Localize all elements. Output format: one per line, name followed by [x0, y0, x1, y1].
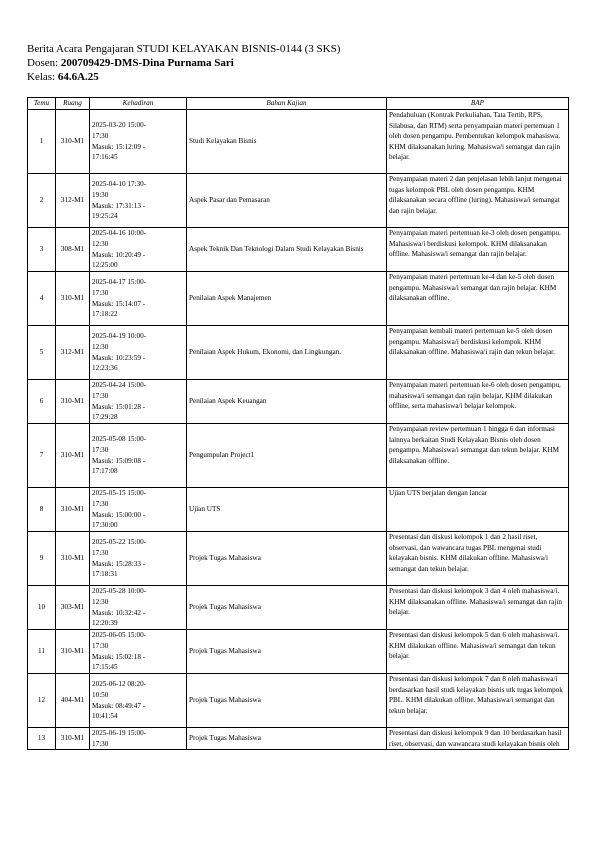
attendance-line: 17:30:00 [92, 521, 118, 530]
study-material: Penilaian Aspek Hukum, Ekonomi, dan Lingkungan. [187, 326, 387, 380]
attendance-line: 17:30 [92, 391, 109, 400]
lecturer-value: 200709429-DMS-Dina Purnama Sari [60, 57, 234, 69]
teaching-report: Presentasi dan diskusi kelompok 1 dan 2 hasil riset, observasi, dan wawancara tugas PBL mengenai studi kelayakan bisnis. KHM dilakukan offline. Mahasiswa/i semangat dan tekun belajar. [387, 532, 569, 586]
document-title [27, 42, 340, 56]
column-header-temu: Temu [28, 98, 56, 110]
teaching-report: Penyampaian materi pertemuan ke-4 dan ke-5 oleh dosen pengampu. Mahasiswa/i semangat dan rajin belajar. KHM dilaksanakan offline. [387, 272, 569, 326]
attendance-line: 2025-06-19 15:00- [92, 729, 147, 737]
attendance-cell [90, 424, 187, 488]
attendance-line: 17:16:45 [92, 153, 118, 162]
attendance-line: 2025-04-10 17:30- [92, 180, 147, 189]
class-value: 64.6A.25 [57, 71, 99, 83]
study-material: Studi Kelayakan Bisnis [187, 110, 387, 174]
class-label: Kelas: [27, 71, 58, 83]
attendance-line: Masuk: 15:01:28 - [92, 402, 146, 411]
table-row [28, 586, 569, 630]
room-code: 310-M1 [56, 110, 90, 174]
attendance-line: 10:50 [92, 690, 109, 699]
class-line [27, 70, 340, 84]
column-header-kehadiran: Kehadiran [90, 98, 187, 110]
attendance-line: 10:41:54 [92, 712, 118, 721]
attendance-cell [90, 380, 187, 424]
teaching-report: Penyampaian review pertemuan 1 hingga 6 dan informasi lainnya berkaitan Studi Kelayakan Bisnis oleh dosen pengampu. Mahasiswa/i semangat dan tekun belajar. KHM dilaksanakan offline. [387, 424, 569, 488]
study-material: Projek Tugas Mahasiswa [187, 586, 387, 630]
attendance-line: Masuk: 17:31:13 - [92, 201, 146, 210]
lecturer-line [27, 56, 340, 70]
attendance-cell [90, 326, 187, 380]
room-code: 310-M1 [56, 380, 90, 424]
attendance-line: 17:18:22 [92, 310, 118, 319]
table-row [28, 674, 569, 728]
meeting-number: 2 [28, 174, 56, 228]
attendance-line: 12:23:36 [92, 364, 118, 373]
attendance-cell [90, 674, 187, 728]
attendance-line: 2025-04-16 10:00- [92, 229, 147, 238]
meeting-number: 11 [28, 630, 56, 674]
meeting-number: 13 [28, 728, 56, 750]
attendance-line: 2025-03-20 15:00- [92, 121, 147, 130]
attendance-line: 2025-04-24 15:00- [92, 381, 147, 390]
teaching-report: Presentasi dan diskusi kelompok 7 dan 8 oleh mahasiswa/i berdasarkan hasil studi kelayakan bisnis utk tugas kelompok PBL. KHM dilakukan offline. Mahasiswa/i semangat dan tekun belajar. [387, 674, 569, 728]
teaching-report: Presentasi dan diskusi kelompok 9 dan 10 berdasarkan hasil riset, observasi, dan wawancara studi kelayakan bisnis oleh [387, 728, 569, 750]
meeting-number: 12 [28, 674, 56, 728]
attendance-line: 17:30 [92, 131, 109, 140]
attendance-cell [90, 228, 187, 272]
study-material: Ujian UTS [187, 488, 387, 532]
attendance-line: Masuk: 15:28:33 - [92, 559, 146, 568]
attendance-line: Masuk: 10:20:49 - [92, 250, 146, 259]
study-material: Projek Tugas Mahasiswa [187, 674, 387, 728]
study-material: Projek Tugas Mahasiswa [187, 532, 387, 586]
attendance-cell [90, 586, 187, 630]
table-row [28, 630, 569, 674]
attendance-line: Masuk: 15:14:07 - [92, 299, 146, 308]
study-material: Penilaian Aspek Manajemen [187, 272, 387, 326]
table-row [28, 424, 569, 488]
course-name: STUDI KELAYAKAN BISNIS-0144 (3 SKS) [136, 43, 341, 55]
attendance-line: 17:29:28 [92, 413, 118, 422]
meeting-number: 6 [28, 380, 56, 424]
attendance-line: 2025-05-08 15:00- [92, 435, 147, 444]
teaching-report: Penyampaian materi 2 dan penjelasan lebih lanjut mengenai tugas kelompok PBL oleh dosen pengampu. KHM dilaksanakan secara offline (luring). Mahasiswa/i semangat dan rajin belajar. [387, 174, 569, 228]
attendance-line: Masuk: 15:02:18 - [92, 652, 146, 661]
attendance-line: 2025-04-17 15:00- [92, 278, 147, 287]
study-material: Projek Tugas Mahasiswa [187, 630, 387, 674]
meeting-number: 10 [28, 586, 56, 630]
room-code: 310-M1 [56, 728, 90, 750]
table-row [28, 380, 569, 424]
attendance-line: 17:30 [92, 445, 109, 454]
attendance-line: Masuk: 08:49:47 - [92, 701, 146, 710]
meeting-number: 7 [28, 424, 56, 488]
study-material: Projek Tugas Mahasiswa [187, 728, 387, 750]
attendance-line: 2025-06-12 08:20- [92, 680, 147, 689]
teaching-report: Presentasi dan diskusi kelompok 3 dan 4 oleh mahasiswa/i. KHM dilaksanakan offline. Mahasiswa/i semangat dan rajin belajar. [387, 586, 569, 630]
attendance-line: 17:30 [92, 499, 109, 508]
attendance-line: Masuk: 15:09:08 - [92, 456, 146, 465]
column-header-bahan-kajian: Bahan Kajian [187, 98, 387, 110]
room-code: 310-M1 [56, 272, 90, 326]
attendance-cell [90, 110, 187, 174]
study-material: Aspek Teknik Dan Teknologi Dalam Studi Kelayakan Bisnis [187, 228, 387, 272]
teaching-report: Presentasi dan diskusi kelompok 5 dan 6 oleh mahasiswa/i. KHM dilakukan offline. Mahasiswa/i semangat dan tekun belajar. [387, 630, 569, 674]
title-prefix: Berita Acara Pengajaran [27, 43, 137, 55]
meeting-number: 4 [28, 272, 56, 326]
table-row [28, 228, 569, 272]
column-header-ruang: Ruang [56, 98, 90, 110]
attendance-line: 17:30 [92, 739, 109, 748]
attendance-line: 12:25:00 [92, 261, 118, 270]
room-code: 310-M1 [56, 532, 90, 586]
attendance-line: 17:30 [92, 548, 109, 557]
attendance-line: 2025-05-15 15:00- [92, 489, 147, 498]
attendance-line: 12:30 [92, 239, 109, 248]
attendance-cell [90, 728, 187, 750]
meeting-number: 8 [28, 488, 56, 532]
attendance-line: 19:25:24 [92, 212, 118, 221]
room-code: 312-M1 [56, 174, 90, 228]
attendance-line: 12:20:39 [92, 619, 118, 628]
study-material: Pengumpulan Project1 [187, 424, 387, 488]
teaching-report: Pendahuluan (Kontrak Perkuliahan, Tata Tertib, RPS, Silabusa, dan RTM) serta penyampaian materi pertemuan 1 oleh dosen pengampu. Pembentukan kelompok mahasiswa. KHM dilaksanakan luring. Mahasiswa/i semangat dan rajin belajar. [387, 110, 569, 174]
attendance-cell [90, 630, 187, 674]
attendance-line: 12:30 [92, 597, 109, 606]
meeting-number: 9 [28, 532, 56, 586]
attendance-line: 12:30 [92, 342, 109, 351]
document-header [27, 42, 340, 84]
table-row [28, 488, 569, 532]
attendance-line: 2025-06-05 15:00- [92, 631, 147, 640]
meeting-number: 1 [28, 110, 56, 174]
table-row [28, 326, 569, 380]
attendance-cell [90, 174, 187, 228]
attendance-line: 17:15:45 [92, 663, 118, 672]
room-code: 308-M1 [56, 228, 90, 272]
room-code: 310-M1 [56, 424, 90, 488]
study-material: Aspek Pasar dan Pemasaran [187, 174, 387, 228]
table-row [28, 110, 569, 174]
table-row [28, 174, 569, 228]
lecturer-label: Dosen: [27, 57, 61, 69]
room-code: 303-M1 [56, 586, 90, 630]
attendance-line: 2025-05-28 10:00- [92, 587, 147, 596]
teaching-report: Penyampaian materi pertemuan ke-3 oleh dosen pengampu. Mahasiswa/i berdiskusi kelompok. KHM dilaksanakan offline. Mahasiswa/i semangat dan rajin belajar. [387, 228, 569, 272]
room-code: 310-M1 [56, 488, 90, 532]
room-code: 310-M1 [56, 630, 90, 674]
attendance-cell [90, 488, 187, 532]
room-code: 404-M1 [56, 674, 90, 728]
attendance-line: Masuk: 15:00:00 - [92, 510, 146, 519]
attendance-cell [90, 272, 187, 326]
table-row [28, 728, 569, 750]
teaching-report: Ujian UTS berjalan dengan lancar [387, 488, 569, 532]
attendance-line: Masuk: 10:23:59 - [92, 353, 146, 362]
teaching-report: Penyampaian kembali materi pertemuan ke-5 oleh dosen pengampu. Mahasiswa/i berdiskusi kelompok. KHM dilaksanakan offline. Mahasiswa/i rajin dan tekun belajar. [387, 326, 569, 380]
study-material: Penilaian Aspek Keuangan [187, 380, 387, 424]
attendance-line: Masuk: 10:32:42 - [92, 608, 146, 617]
attendance-line: 2025-05-22 15:00- [92, 538, 147, 547]
attendance-line: 17:30 [92, 288, 109, 297]
attendance-cell [90, 532, 187, 586]
column-header-bap: BAP [387, 98, 569, 110]
room-code: 312-M1 [56, 326, 90, 380]
attendance-line: 17:17:08 [92, 467, 118, 476]
table-row [28, 532, 569, 586]
table-body [28, 110, 569, 750]
attendance-line: 17:18:31 [92, 570, 118, 579]
table-row [28, 272, 569, 326]
teaching-record-table [27, 97, 569, 750]
meeting-number: 3 [28, 228, 56, 272]
attendance-line: 2025-04-19 10:00- [92, 332, 147, 341]
meeting-number: 5 [28, 326, 56, 380]
attendance-line: 19:30 [92, 190, 109, 199]
attendance-line: Masuk: 15:12:09 - [92, 142, 146, 151]
table-header-row [28, 98, 569, 110]
attendance-line: 17:30 [92, 641, 109, 650]
teaching-report: Penyampaian materi pertemuan ke-6 oleh dosen pengampu, mahasiswa/i semangat dan rajin belajar, KHM dilakukan offline, serta mahasiswa/i belajar kelompok. [387, 380, 569, 424]
